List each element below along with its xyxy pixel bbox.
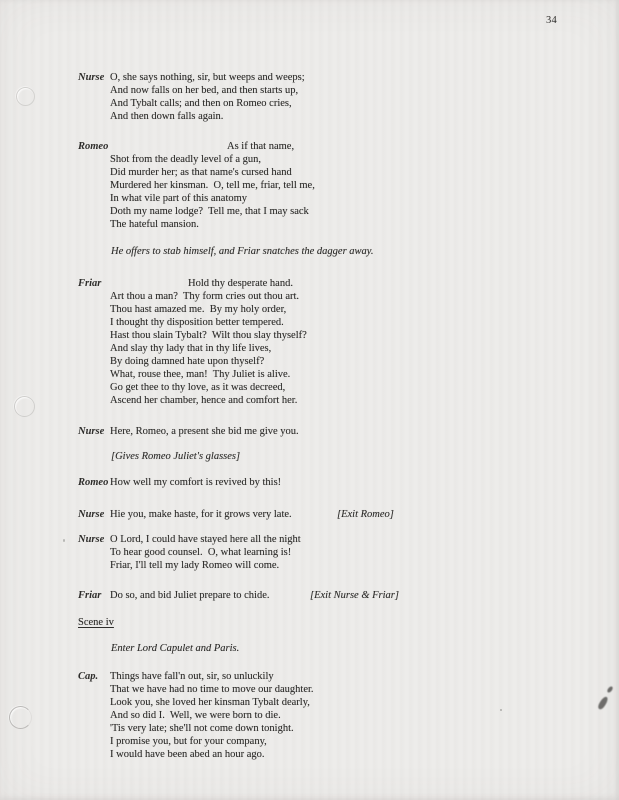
dialogue-line: Look you, she loved her kinsman Tybalt dearly, bbox=[110, 697, 310, 708]
dialogue-line: And Tybalt calls; and then on Romeo cries, bbox=[110, 98, 292, 109]
dialogue-line: That we have had no time to move our daughter. bbox=[110, 684, 314, 695]
speaker-label: Nurse bbox=[78, 534, 105, 545]
dialogue-line: And now falls on her bed, and then starts up, bbox=[110, 85, 299, 96]
speaker-label: Friar bbox=[78, 278, 102, 289]
ink-smudge-dot bbox=[597, 695, 610, 710]
speaker-label: Romeo bbox=[78, 141, 109, 152]
ink-smudge-dot bbox=[606, 686, 613, 694]
dialogue-line: The hateful mansion. bbox=[110, 219, 199, 230]
dialogue-line: Go get thee to thy love, as it was decreed, bbox=[110, 382, 286, 393]
dialogue-lines bbox=[110, 533, 301, 572]
dialogue-line: And slay thy lady that in thy life lives, bbox=[110, 343, 272, 354]
dialogue-line: Hold thy desperate hand. bbox=[188, 278, 293, 289]
speaker-label: Nurse bbox=[78, 72, 105, 83]
dialogue-lines bbox=[110, 589, 399, 602]
ink-smudge bbox=[599, 684, 615, 714]
dialogue-line: How well my comfort is revived by this! bbox=[110, 477, 282, 488]
speaker-label: Romeo bbox=[78, 477, 109, 488]
paper-speck bbox=[63, 539, 65, 542]
speaker-label: Friar bbox=[78, 590, 102, 601]
dialogue-line: In what vile part of this anatomy bbox=[110, 193, 248, 204]
dialogue-line: To hear good counsel. O, what learning is! bbox=[110, 547, 292, 558]
dialogue-line: As if that name, bbox=[227, 141, 295, 152]
dialogue-line: And then down falls again. bbox=[110, 111, 224, 122]
dialogue-line: Here, Romeo, a present she bid me give you. bbox=[110, 426, 299, 437]
dialogue-line: Shot from the deadly level of a gun, bbox=[110, 154, 262, 165]
exit-stage-direction: [Exit Nurse & Friar] bbox=[310, 590, 399, 601]
dialogue-line: I would have been abed an hour ago. bbox=[110, 749, 265, 760]
speaker-label: Cap. bbox=[78, 671, 99, 682]
dialogue-line: I thought thy disposition better tempered. bbox=[110, 317, 284, 328]
dialogue-line: And so did I. Well, we were born to die. bbox=[110, 710, 281, 721]
dialogue-line: Murdered her kinsman. O, tell me, friar, tell me, bbox=[110, 180, 315, 191]
dialogue-line: Art thou a man? Thy form cries out thou art. bbox=[110, 291, 300, 302]
dialogue-line: Hie you, make haste, for it grows very late. [Exit Romeo] bbox=[110, 509, 394, 520]
dialogue-line: Hast thou slain Tybalt? Wilt thou slay thyself? bbox=[110, 330, 307, 341]
dialogue-line: Ascend her chamber, hence and comfort her. bbox=[110, 395, 298, 406]
scene-heading: Scene iv bbox=[78, 617, 114, 628]
dialogue-lines bbox=[110, 508, 394, 521]
dialogue-line: Doth my name lodge? Tell me, that I may sack bbox=[110, 206, 309, 217]
dialogue-lines bbox=[110, 476, 281, 489]
dialogue-line: I promise you, but for your company, bbox=[110, 736, 267, 747]
stage-direction: He offers to stab himself, and Friar snatches the dagger away. bbox=[111, 246, 374, 257]
page-number: 34 bbox=[546, 15, 558, 26]
stage-direction: [Gives Romeo Juliet's glasses] bbox=[111, 451, 241, 462]
dialogue-line: Thou hast amazed me. By my holy order, bbox=[110, 304, 287, 315]
dialogue-line: What, rouse thee, man! Thy Juliet is alive. bbox=[110, 369, 291, 380]
exit-stage-direction: [Exit Romeo] bbox=[337, 509, 394, 520]
dialogue-line: Did murder her; as that name's cursed hand bbox=[110, 167, 292, 178]
dialogue-line: 'Tis very late; she'll not come down tonight. bbox=[110, 723, 294, 734]
paper-speck bbox=[500, 709, 502, 711]
dialogue-lines bbox=[110, 277, 307, 407]
punch-hole-middle bbox=[14, 396, 35, 417]
punch-hole-bottom bbox=[9, 706, 32, 729]
dialogue-line: Friar, I'll tell my lady Romeo will come. bbox=[110, 560, 280, 571]
dialogue-line: O Lord, I could have stayed here all the night bbox=[110, 534, 301, 545]
stage-direction: Enter Lord Capulet and Paris. bbox=[111, 643, 240, 654]
dialogue-lines bbox=[110, 71, 305, 123]
dialogue-line: O, she says nothing, sir, but weeps and weeps; bbox=[110, 72, 305, 83]
dialogue-lines bbox=[110, 140, 315, 231]
dialogue-line: By doing damned hate upon thyself? bbox=[110, 356, 265, 367]
dialogue-lines bbox=[110, 670, 314, 761]
punch-hole-top bbox=[16, 87, 35, 106]
dialogue-line: Things have fall'n out, sir, so unluckily bbox=[110, 671, 274, 682]
dialogue-lines bbox=[110, 425, 299, 438]
speaker-label: Nurse bbox=[78, 509, 105, 520]
speaker-label: Nurse bbox=[78, 426, 105, 437]
dialogue-line: Do so, and bid Juliet prepare to chide. [Exit Nurse & Friar] bbox=[110, 590, 399, 601]
